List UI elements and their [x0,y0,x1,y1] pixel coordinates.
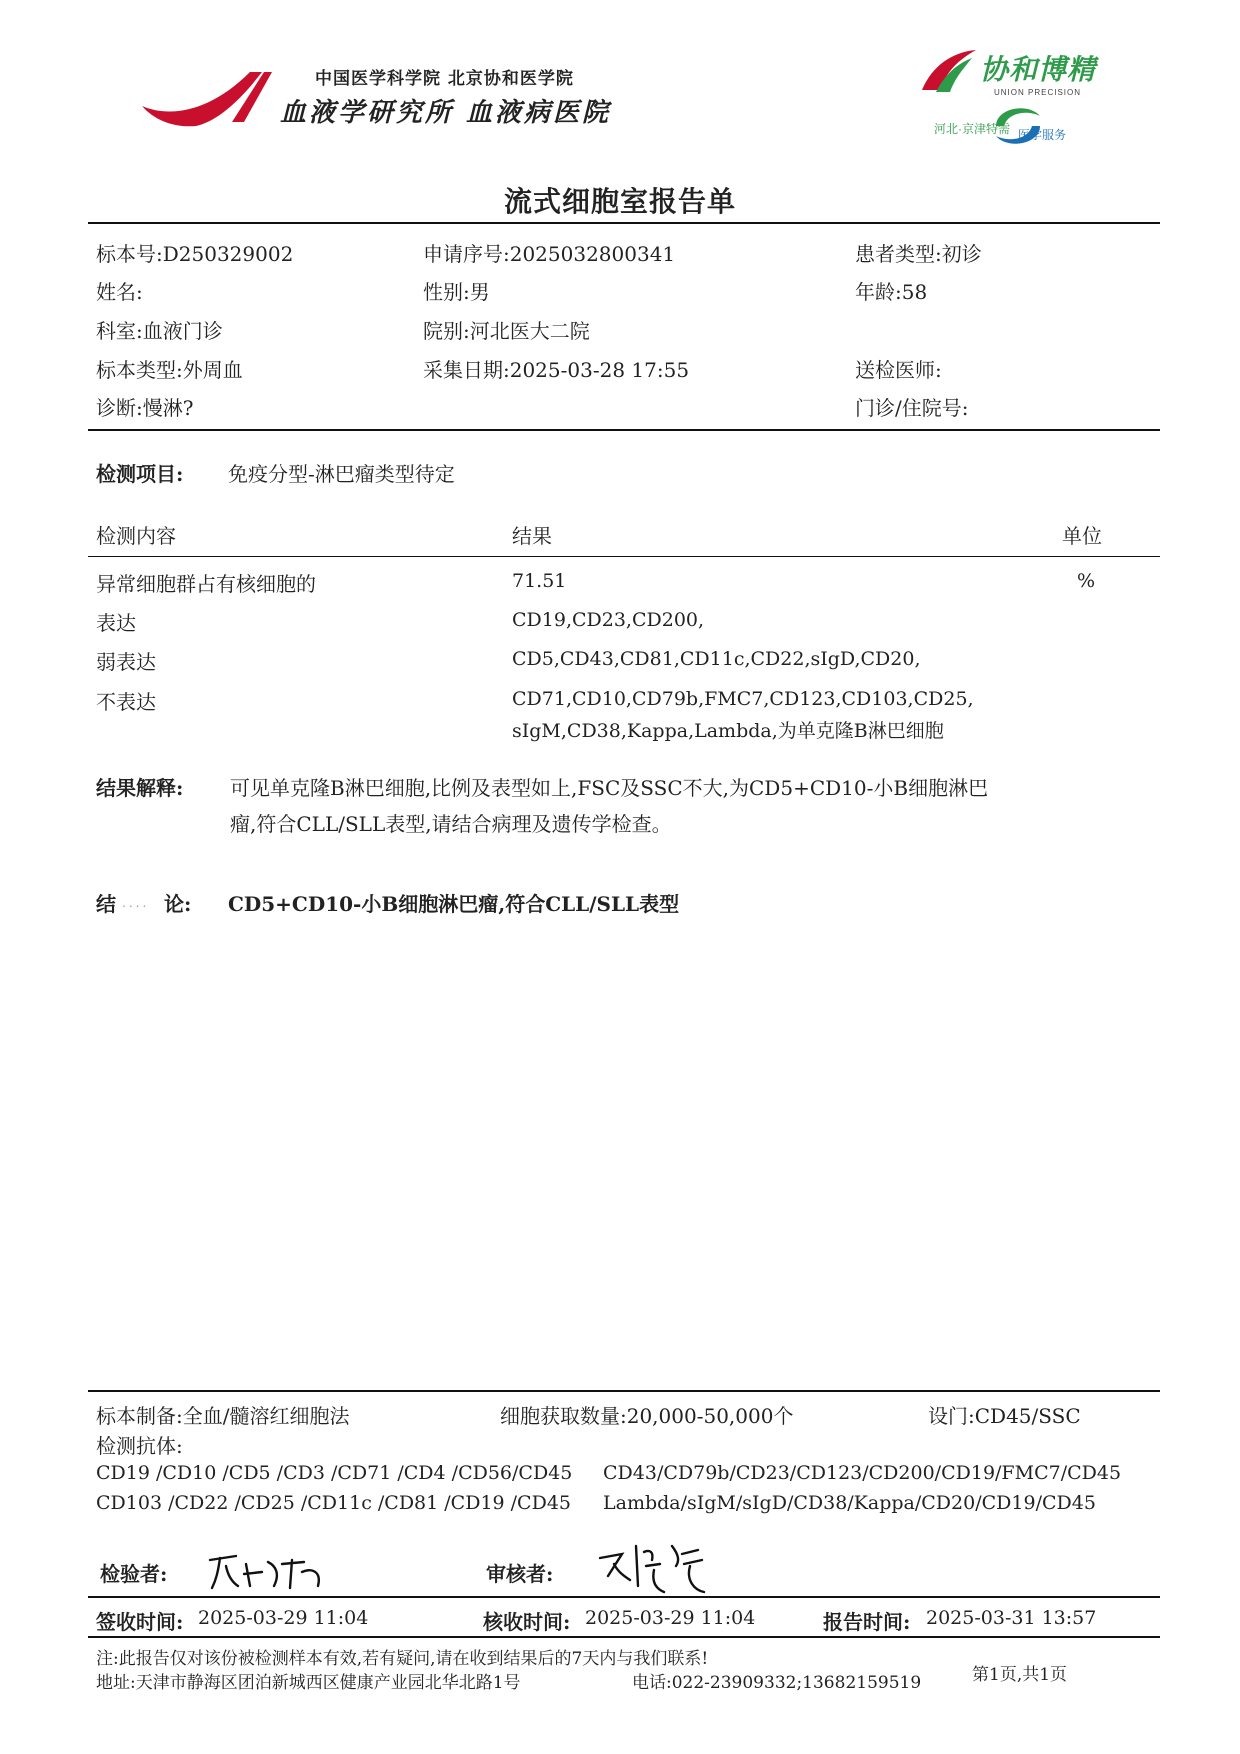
right-logo-tag1: 河北·京津特需 [934,122,1010,136]
col-header-result: 结果 [512,524,552,548]
row-unit: % [1077,570,1096,592]
reviewer-label: 审核者: [486,1562,554,1586]
specimen-type: 标本类型:外周血 [96,358,243,382]
right-logo-tag2: 医学服务 [1018,128,1067,142]
receive-time-value: 2025-03-29 11:04 [198,1607,369,1629]
examiner-label: 检验者: [100,1562,168,1586]
conclusion-label-a: 结 [96,892,116,916]
antibody-row2-left: CD103 /CD22 /CD25 /CD11c /CD81 /CD19 /CD45 [96,1492,572,1514]
row-result: CD71,CD10,CD79b,FMC7,CD123,CD103,CD25, [512,688,974,710]
report-time-label: 报告时间: [823,1610,911,1634]
patient-type: 患者类型:初诊 [855,242,982,266]
union-precision-logo-icon [918,46,978,96]
left-logo [140,62,640,132]
interpretation-label: 结果解释: [96,776,184,800]
receive-time-label: 签收时间: [96,1610,184,1634]
col-header-item: 检测内容 [96,524,176,548]
patient-age: 年龄:58 [855,280,928,304]
check-time-label: 核收时间: [483,1610,571,1634]
hospital: 院别:河北医大二院 [423,319,590,343]
clinic-no: 门诊/住院号: [855,396,969,420]
footer-note: 注:此报告仅对该份被检测样本有效,若有疑问,请在收到结果后的7天内与我们联系! [96,1649,709,1669]
patient-name: 姓名: [96,280,143,304]
referring-doctor: 送检医师: [855,358,942,382]
examiner-signature [206,1546,336,1592]
antibody-label: 检测抗体: [96,1434,183,1458]
check-time-value: 2025-03-29 11:04 [585,1607,756,1629]
title-divider [88,222,1160,224]
specimen-no: 标本号:D250329002 [96,242,294,266]
row-item: 异常细胞群占有核细胞的 [96,572,316,596]
diagnosis: 诊断:慢淋? [96,396,194,420]
right-logo [918,46,1118,146]
footer-address: 地址:天津市静海区团泊新城西区健康产业园北华北路1号 [96,1673,521,1693]
info-divider [88,429,1160,431]
test-item-label: 检测项目: [96,462,184,486]
reviewer-signature [594,1536,714,1596]
page-number: 第1页,共1页 [972,1665,1068,1685]
row-result: 71.51 [512,570,567,592]
gate: 设门:CD45/SSC [928,1404,1081,1428]
department: 科室:血液门诊 [96,319,223,343]
row-result: CD19,CD23,CD200, [512,609,705,631]
footer-phone: 电话:022-23909332;13682159519 [632,1673,922,1693]
times-divider [88,1636,1160,1638]
interpretation-line1: 可见单克隆B淋巴细胞,比例及表型如上,FSC及SSC不大,为CD5+CD10-小B细胞淋巴 [230,776,989,800]
conclusion-label-b: 论: [164,892,192,916]
table-header-divider [88,556,1160,557]
report-time-value: 2025-03-31 13:57 [926,1607,1097,1629]
right-logo-sub: UNION PRECISION [994,88,1082,97]
antibody-row1-left: CD19 /CD10 /CD5 /CD3 /CD71 /CD4 /CD56/CD45 [96,1462,573,1484]
test-item-value: 免疫分型-淋巴瘤类型待定 [228,462,455,486]
institute-emblem-icon [140,66,275,130]
signature-divider [88,1596,1160,1598]
conclusion-dots: .... [122,896,150,910]
antibody-row1-right: CD43/CD79b/CD23/CD123/CD200/CD19/FMC7/CD45 [603,1462,1122,1484]
conclusion-value: CD5+CD10-小B细胞淋巴瘤,符合CLL/SLL表型 [228,892,680,916]
row-item: 表达 [96,611,136,635]
method-divider [88,1390,1160,1392]
interpretation-line2: 瘤,符合CLL/SLL表型,请结合病理及遗传学检查。 [230,812,672,836]
row-result-continued: sIgM,CD38,Kappa,Lambda,为单克隆B淋巴细胞 [512,720,944,742]
row-result: CD5,CD43,CD81,CD11c,CD22,sIgD,CD20, [512,648,921,670]
row-item: 弱表达 [96,650,156,674]
right-logo-brand: 协和博精 [980,53,1097,86]
left-logo-line1: 中国医学科学院 北京协和医学院 [315,69,574,89]
request-no: 申请序号:2025032800341 [423,242,676,266]
row-item: 不表达 [96,690,156,714]
patient-gender: 性别:男 [423,280,490,304]
specimen-prep: 标本制备:全血/髓溶红细胞法 [96,1404,350,1428]
col-header-unit: 单位 [1062,524,1102,548]
cell-count: 细胞获取数量:20,000-50,000个 [500,1404,794,1428]
antibody-row2-right: Lambda/sIgM/sIgD/CD38/Kappa/CD20/CD19/CD45 [603,1492,1096,1514]
left-logo-line2: 血液学研究所 血液病医院 [280,98,612,128]
collect-date: 采集日期:2025-03-28 17:55 [423,358,690,382]
page-title: 流式细胞室报告单 [503,185,736,218]
